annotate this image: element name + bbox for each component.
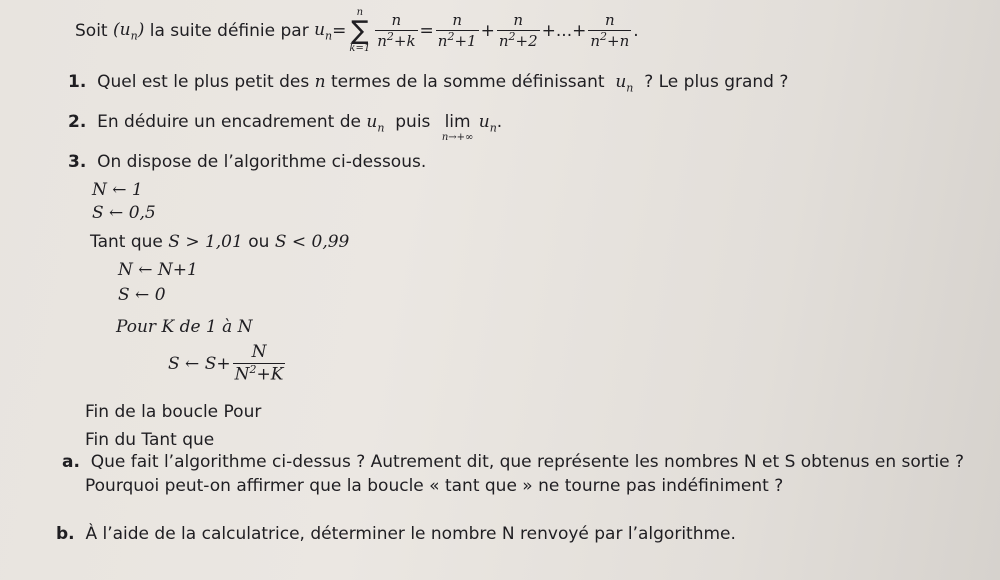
intro-end: .	[633, 21, 639, 41]
eq-sign-2: =	[419, 21, 434, 41]
question-2-number: 2.	[68, 112, 87, 132]
fraction-1: $\frac{n}{n^2+1}$	[437, 11, 477, 50]
lhs: $u_n$	[314, 19, 333, 43]
algo-line-6: Pour K de 1 à N	[116, 317, 253, 337]
algo-line-7	[168, 340, 287, 388]
algo-line-5: S ← 0	[118, 285, 166, 305]
while-cond-2: S < 0,99	[274, 232, 350, 252]
question-2-text: En déduire un encadrement de	[97, 112, 361, 132]
limit-operator: lim n→+∞	[441, 112, 474, 144]
question-2-end: .	[496, 112, 503, 132]
question-1-text3: ? Le plus grand ?	[644, 72, 789, 92]
question-2-text2: puis	[395, 112, 431, 132]
intro-line	[75, 6, 639, 56]
intro-prefix: Soit	[75, 21, 108, 41]
question-b-label: b.	[56, 524, 75, 544]
algo-line-4: N ← N+1	[118, 260, 198, 280]
question-1-n: n	[314, 72, 326, 92]
question-2	[68, 112, 502, 144]
algo-line-8: Fin de la boucle Pour	[85, 402, 262, 422]
question-3	[68, 152, 426, 172]
question-1-text: Quel est le plus petit des	[97, 72, 310, 92]
question-a-line2-row	[85, 476, 783, 496]
accumulate-fraction: $\frac{N}{N^2+K}$	[234, 342, 284, 385]
question-1	[68, 72, 788, 94]
algo-line-2: S ← 0,5	[92, 203, 156, 223]
general-term-fraction: $\frac{n}{n^2+k}$	[377, 11, 416, 50]
question-2-u: $u_n$	[366, 112, 385, 135]
intro-text: la suite définie par	[149, 21, 309, 41]
question-1-text2: termes de la somme définissant	[330, 72, 605, 92]
sum-operator: n ∑ k=1	[349, 7, 371, 54]
plus-sign: +	[480, 21, 495, 41]
accumulate-left: S ← S+	[168, 354, 231, 374]
question-a	[62, 452, 964, 472]
question-3-text: On dispose de l’algorithme ci-dessous.	[97, 152, 427, 172]
algo-line-1: N ← 1	[92, 180, 143, 200]
algo-line-3	[90, 232, 349, 252]
question-2-u2: $u_n$	[478, 112, 497, 135]
sequence-name: $(u_n)$	[113, 19, 145, 43]
fraction-n: $\frac{n}{n^2+n}$	[590, 11, 630, 50]
while-or: ou	[248, 232, 270, 252]
question-a-line2: Pourquoi peut-on affirmer que la boucle « tant que » ne tourne pas indéfiniment ?	[85, 476, 784, 496]
question-b	[56, 524, 736, 544]
question-a-line1: Que fait l’algorithme ci-dessus ? Autrement dit, que représente les nombres N et S obtenus en sortie ?	[90, 452, 965, 472]
algo-line-9: Fin du Tant que	[85, 430, 215, 450]
while-keyword: Tant que	[90, 232, 163, 252]
question-1-number: 1.	[68, 72, 87, 92]
question-b-text: À l’aide de la calculatrice, déterminer le nombre N renvoyé par l’algorithme.	[85, 524, 736, 544]
fraction-2: $\frac{n}{n^2+2}$	[498, 11, 538, 50]
eq-sign-1: =	[332, 21, 347, 41]
question-a-label: a.	[62, 452, 80, 472]
question-1-u: $u_n$	[615, 72, 634, 95]
ellipsis: +...+	[541, 21, 587, 41]
while-cond-1: S > 1,01	[168, 232, 243, 252]
question-3-number: 3.	[68, 152, 87, 172]
